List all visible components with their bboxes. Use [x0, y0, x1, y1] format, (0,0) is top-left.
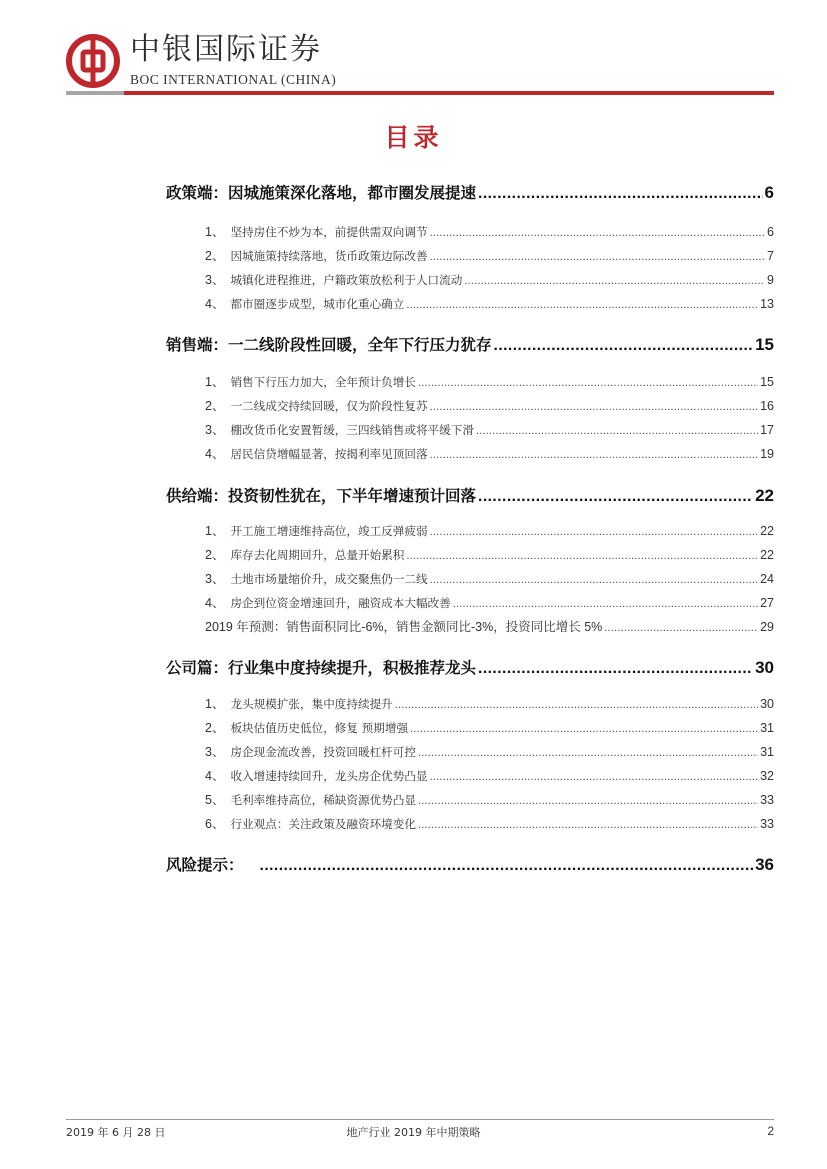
- toc-item-number: 1、: [205, 375, 225, 389]
- toc-item-page: 19: [760, 447, 774, 461]
- toc-leader: [494, 337, 754, 355]
- header-rule-grey: [66, 91, 124, 95]
- toc-item-title: 收入增速持续回升，龙头房企优势凸显: [230, 769, 428, 783]
- toc-item-title: 房企到位资金增速回升，融资成本大幅改善: [230, 596, 451, 610]
- toc-item-number: 3、: [205, 273, 225, 287]
- page-header: [66, 30, 774, 100]
- toc-section[interactable]: [166, 656, 774, 678]
- toc-leader: [430, 771, 759, 783]
- toc-leader: [478, 660, 753, 678]
- toc-leader: [464, 275, 765, 287]
- toc-leader: [418, 747, 758, 759]
- toc-leader: [418, 795, 758, 807]
- toc-item-number: 3、: [205, 423, 225, 437]
- toc-item-title: 开工施工增速维持高位，竣工反弹疲弱: [230, 524, 428, 538]
- boc-logo-icon: [66, 34, 120, 88]
- toc-item-number: 4、: [205, 297, 225, 311]
- toc-item[interactable]: [205, 444, 774, 462]
- footer-report-title: 地产行业 2019 年中期策略: [346, 1126, 481, 1139]
- toc-item-title: 板块估值历史低位，修复 预期增强: [230, 721, 409, 735]
- toc-item[interactable]: [205, 294, 774, 312]
- toc-item-number: 3、: [205, 745, 225, 759]
- toc-item-number: 1、: [205, 697, 225, 711]
- toc-item-title: 坚持房住不炒为本，前提供需双向调节: [230, 225, 428, 239]
- toc-item-title: 棚改货币化安置暂缓，三四线销售或将平缓下滑: [230, 423, 474, 437]
- toc-item[interactable]: [205, 718, 774, 736]
- toc-item-number: 2、: [205, 721, 225, 735]
- footer-rule: [66, 1119, 774, 1120]
- toc-item-title: 因城施策持续落地，货币政策边际改善: [230, 249, 428, 263]
- toc-item-page: 33: [760, 793, 774, 807]
- toc-item-title: 2019 年预测：销售面积同比-6%，销售金额同比-3%，投资同比增长 5%: [205, 620, 603, 634]
- toc-leader: [478, 488, 753, 506]
- toc-item[interactable]: [205, 545, 774, 563]
- toc-leader: [406, 550, 758, 562]
- toc-item-page: 24: [760, 572, 774, 586]
- toc-leader: [260, 857, 754, 875]
- toc-item-title: 毛利率维持高位，稀缺资源优势凸显: [230, 793, 416, 807]
- toc-section[interactable]: [166, 484, 774, 506]
- toc-leader: [395, 699, 758, 711]
- toc-item[interactable]: [205, 521, 774, 539]
- toc-leader: [430, 526, 759, 538]
- toc-item[interactable]: [205, 694, 774, 712]
- toc-item[interactable]: [205, 617, 774, 635]
- toc-item-number: 2、: [205, 399, 225, 413]
- toc-item-number: 6、: [205, 817, 225, 831]
- toc-item[interactable]: [205, 372, 774, 390]
- toc-item-page: 32: [760, 769, 774, 783]
- toc-item-page: 22: [760, 524, 774, 538]
- toc-item-page: 27: [760, 596, 774, 610]
- toc-section-page: 15: [755, 335, 774, 354]
- toc-leader: [430, 449, 759, 461]
- toc-item-number: 1、: [205, 524, 225, 538]
- toc-item-page: 17: [760, 423, 774, 437]
- toc-item-title: 龙头规模扩张，集中度持续提升: [230, 697, 393, 711]
- toc-section-page: 6: [764, 183, 774, 202]
- brand-name-en: BOC INTERNATIONAL (CHINA): [130, 72, 337, 87]
- header-rule-red: [124, 91, 774, 95]
- toc-section-title: 供给端：投资韧性犹在，下半年增速预计回落: [166, 486, 477, 505]
- toc-item[interactable]: [205, 814, 774, 832]
- toc-item-number: 4、: [205, 596, 225, 610]
- toc-leader: [430, 251, 765, 263]
- toc-item-number: 2、: [205, 548, 225, 562]
- toc-section-page: 30: [755, 658, 774, 677]
- toc-item-page: 15: [760, 375, 774, 389]
- toc-section-title: 风险提示：: [166, 855, 244, 874]
- toc-item-page: 16: [760, 399, 774, 413]
- toc-item[interactable]: [205, 396, 774, 414]
- toc-item-title: 城镇化进程推进，户籍政策放松利于人口流动: [230, 273, 463, 287]
- toc-leader: [418, 377, 758, 389]
- toc-leader: [430, 401, 759, 413]
- toc-item-page: 31: [760, 745, 774, 759]
- toc-item[interactable]: [205, 270, 774, 288]
- toc-leader: [476, 425, 758, 437]
- toc-item-title: 销售下行压力加大，全年预计负增长: [230, 375, 416, 389]
- toc-item-page: 30: [760, 697, 774, 711]
- toc-section[interactable]: [166, 181, 774, 203]
- toc-item-page: 6: [767, 225, 774, 239]
- toc-section-title: 公司篇：行业集中度持续提升，积极推荐龙头: [166, 658, 477, 677]
- toc-item-page: 13: [760, 297, 774, 311]
- toc-item[interactable]: [205, 790, 774, 808]
- toc-item[interactable]: [205, 222, 774, 240]
- toc-item-title: 一二线成交持续回暖，仅为阶段性复苏: [230, 399, 428, 413]
- toc-item[interactable]: [205, 246, 774, 264]
- toc-item-page: 9: [767, 273, 774, 287]
- brand-name-cn: 中银国际证券: [130, 32, 322, 67]
- toc-leader: [406, 299, 758, 311]
- toc-item-number: 4、: [205, 447, 225, 461]
- toc-item-page: 29: [760, 620, 774, 634]
- toc-leader: [453, 598, 758, 610]
- toc-section-title: 政策端：因城施策深化落地，都市圈发展提速: [166, 183, 477, 202]
- toc-item[interactable]: [205, 742, 774, 760]
- toc-section-title: 销售端：一二线阶段性回暖，全年下行压力犹存: [166, 335, 492, 354]
- toc-item-title: 土地市场量缩价升，成交聚焦仍一二线: [230, 572, 428, 586]
- toc-item-title: 居民信贷增幅显著，按揭利率见顶回落: [230, 447, 428, 461]
- toc-section[interactable]: [166, 853, 774, 875]
- toc-section-page: 36: [755, 855, 774, 874]
- toc-leader: [418, 819, 758, 831]
- toc-item-number: 4、: [205, 769, 225, 783]
- footer-date: 2019 年 6 月 28 日: [66, 1126, 166, 1139]
- toc-item-title: 房企现金流改善，投资回暖杠杆可控: [230, 745, 416, 759]
- toc-item-page: 33: [760, 817, 774, 831]
- toc-item[interactable]: [205, 420, 774, 438]
- toc-leader: [410, 723, 758, 735]
- toc-title: 目录: [384, 123, 443, 152]
- toc-leader: [430, 227, 765, 239]
- toc-item-number: 3、: [205, 572, 225, 586]
- toc-item-title: 行业观点：关注政策及融资环境变化: [230, 817, 416, 831]
- toc-item[interactable]: [205, 766, 774, 784]
- toc-item-title: 库存去化周期回升，总量开始累积: [230, 548, 405, 562]
- toc-section[interactable]: [166, 333, 774, 355]
- toc-item-number: 2、: [205, 249, 225, 263]
- toc-item-page: 7: [767, 249, 774, 263]
- toc-item-number: 1、: [205, 225, 225, 239]
- footer-page-number: 2: [767, 1124, 774, 1138]
- toc-leader: [430, 574, 759, 586]
- toc-leader: [604, 622, 758, 634]
- toc-item[interactable]: [205, 569, 774, 587]
- toc-item-number: 5、: [205, 793, 225, 807]
- toc-item-title: 都市圈逐步成型，城市化重心确立: [230, 297, 405, 311]
- toc-section-page: 22: [755, 486, 774, 505]
- toc-leader: [478, 185, 763, 203]
- toc-item-page: 22: [760, 548, 774, 562]
- toc-item[interactable]: [205, 593, 774, 611]
- toc-item-page: 31: [760, 721, 774, 735]
